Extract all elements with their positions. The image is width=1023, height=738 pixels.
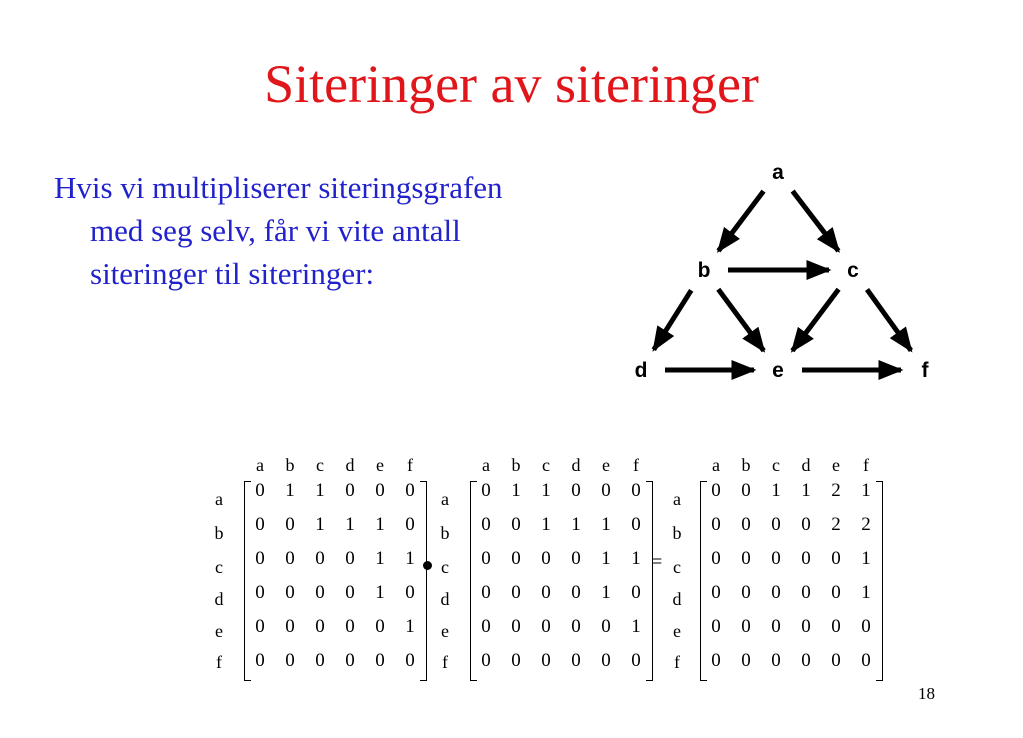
matrix-3-cell: 0 [861, 616, 871, 637]
matrix-2-cell: 0 [571, 616, 581, 637]
matrix-3-cell: 0 [711, 650, 721, 671]
matrix-3-cell: 0 [831, 582, 841, 603]
matrix-1-row-label: c [215, 557, 223, 577]
matrix-3-cell: 0 [801, 582, 811, 603]
matrix-3-col-label: b [741, 455, 751, 475]
matrix-2-cell: 0 [481, 480, 491, 501]
matrix-1-col-label: d [345, 455, 355, 475]
matrix-2-row-label: a [441, 489, 449, 509]
matrix-3-col-label: d [801, 455, 811, 475]
matrix-1-cell: 0 [255, 650, 265, 671]
matrix-2-cell: 0 [511, 582, 521, 603]
matrix-2-row-label: d [440, 589, 450, 609]
matrix-2-cell: 0 [601, 480, 611, 501]
matrix-3-cell: 2 [831, 514, 841, 535]
graph-node-e: e [772, 359, 784, 382]
matrix-1-row-label: e [215, 621, 223, 641]
matrix-3-row-label: f [674, 652, 680, 672]
matrix-1-cell: 0 [345, 650, 355, 671]
body-line-2: med seg selv, får vi vite antall [90, 213, 461, 248]
matrix-3-cell: 0 [831, 548, 841, 569]
matrix-1-cell: 1 [315, 514, 325, 535]
matrix-2-row-label: c [441, 557, 449, 577]
matrix-2-cell: 0 [601, 650, 611, 671]
matrix-3-cell: 0 [861, 650, 871, 671]
matrix-2-cell: 0 [481, 616, 491, 637]
matrix-1-cell: 0 [285, 548, 295, 569]
matrix-2-col-label: b [511, 455, 521, 475]
matrix-2-cell: 0 [511, 616, 521, 637]
matrix-3-cell: 0 [741, 548, 751, 569]
slide-title: Siteringer av siteringer [264, 54, 759, 114]
matrix-3-cell: 0 [711, 548, 721, 569]
matrix-1-cell: 0 [315, 616, 325, 637]
matrix-1-cell: 1 [375, 514, 385, 535]
matrix-3-cell: 2 [831, 480, 841, 501]
matrix-3-row-label: d [672, 589, 682, 609]
page-number: 18 [918, 684, 935, 703]
matrix-1-cell: 0 [255, 480, 265, 501]
matrix-1-cell: 0 [405, 514, 415, 535]
matrix-1-col-label: e [376, 455, 384, 475]
matrix-3-cell: 0 [711, 582, 721, 603]
edge-b-d [654, 290, 691, 349]
citation-graph [600, 150, 960, 400]
matrix-2-cell: 0 [601, 616, 611, 637]
matrix-3-cell: 0 [711, 514, 721, 535]
matrix-3-left-bracket [700, 481, 707, 681]
matrix-3-cell: 0 [771, 650, 781, 671]
matrix-3-cell: 0 [711, 616, 721, 637]
matrix-2-cell: 0 [631, 582, 641, 603]
matrix-1-cell: 1 [405, 548, 415, 569]
matrix-2-cell: 0 [631, 514, 641, 535]
graph-node-d: d [634, 359, 648, 382]
matrix-2-cell: 0 [571, 548, 581, 569]
graph-edges [654, 191, 911, 370]
matrix-1-col-label: f [407, 455, 413, 475]
matrix-2-cell: 0 [541, 548, 551, 569]
matrix-3-cell: 0 [801, 616, 811, 637]
matrix-3-cell: 0 [831, 650, 841, 671]
body-line-3: siteringer til siteringer: [90, 256, 375, 291]
matrix-1-row-label: d [214, 589, 224, 609]
matrix-1-cell: 1 [285, 480, 295, 501]
matrix-1-right-bracket [420, 481, 427, 681]
matrix-3-col-label: f [863, 455, 869, 475]
matrix-1-cell: 0 [285, 616, 295, 637]
matrix-3-cell: 0 [771, 616, 781, 637]
matrix-2-cell: 0 [511, 514, 521, 535]
matrix-1-cell: 1 [315, 480, 325, 501]
edge-b-e [718, 289, 763, 350]
matrix-3-right-bracket [876, 481, 883, 681]
matrix-3-col-label: c [772, 455, 780, 475]
matrix-3-cell: 1 [861, 480, 871, 501]
matrix-3-col-label: e [832, 455, 840, 475]
matrix-3-cell: 0 [711, 480, 721, 501]
matrix-1-left-bracket [244, 481, 251, 681]
matrix-2-cell: 1 [631, 548, 641, 569]
matrix-2-cell: 0 [541, 582, 551, 603]
matrix-1-cell: 0 [255, 582, 265, 603]
matrix-2-right-bracket [646, 481, 653, 681]
matrix-1-cell: 1 [405, 616, 415, 637]
graph-node-c: c [847, 259, 859, 282]
matrix-2-cell: 0 [481, 514, 491, 535]
matrix-2-col-label: a [482, 455, 490, 475]
matrix-2-cell: 0 [481, 548, 491, 569]
matrix-1-cell: 0 [345, 582, 355, 603]
matrix-2-col-label: d [571, 455, 581, 475]
matrix-2-row-label: b [440, 523, 450, 543]
matrix-1-cell: 0 [285, 514, 295, 535]
matrix-3-cell: 1 [861, 582, 871, 603]
matrix-2-cell: 0 [511, 650, 521, 671]
edge-a-c [793, 191, 839, 251]
matrix-2-cell: 0 [631, 480, 641, 501]
matrix-1-cell: 0 [405, 650, 415, 671]
graph-node-a: a [772, 161, 784, 184]
matrix-2-row-label: e [441, 621, 449, 641]
matrix-3-cell: 1 [771, 480, 781, 501]
matrix-1-cell: 0 [405, 582, 415, 603]
matrix-1-cell: 0 [375, 616, 385, 637]
matrix-2-cell: 1 [601, 514, 611, 535]
matrix-3-cell: 0 [831, 616, 841, 637]
matrix-2-cell: 0 [511, 548, 521, 569]
matrix-2-cell: 0 [541, 650, 551, 671]
matrix-1-cell: 1 [375, 548, 385, 569]
matrix-1-cell: 0 [255, 616, 265, 637]
matrix-1-cell: 0 [345, 616, 355, 637]
matrix-3-cell: 1 [861, 548, 871, 569]
edge-a-b [718, 191, 763, 251]
graph-node-b: b [697, 259, 711, 282]
matrix-1-cell: 0 [285, 650, 295, 671]
matrix-1-cell: 0 [315, 650, 325, 671]
matrix-3-cell: 1 [801, 480, 811, 501]
matrix-3-cell: 0 [771, 582, 781, 603]
matrix-2-cell: 1 [541, 480, 551, 501]
matrix-2-col-label: f [633, 455, 639, 475]
matrix-1-cell: 0 [315, 582, 325, 603]
matrix-2-col-label: c [542, 455, 550, 475]
matrix-3-cell: 0 [801, 650, 811, 671]
edge-c-f [867, 289, 911, 350]
matrix-3-cell: 0 [741, 582, 751, 603]
matrix-3-row-label: c [673, 557, 681, 577]
matrix-1-cell: 1 [345, 514, 355, 535]
graph-node-f: f [921, 359, 929, 382]
matrix-1-col-label: b [285, 455, 295, 475]
matrix-1-cell: 0 [345, 480, 355, 501]
matrix-3-cell: 0 [801, 514, 811, 535]
body-line-1: Hvis vi multipliserer siteringsgrafen [54, 170, 503, 205]
matrix-2-left-bracket [470, 481, 477, 681]
matrix-3-cell: 2 [861, 514, 871, 535]
matrix-2-cell: 0 [541, 616, 551, 637]
matrix-1-cell: 0 [375, 650, 385, 671]
matrix-2-cell: 0 [571, 582, 581, 603]
matrix-1-cell: 0 [285, 582, 295, 603]
matrix-2-cell: 1 [631, 616, 641, 637]
matrix-2-cell: 1 [541, 514, 551, 535]
slide-body-text [54, 166, 624, 295]
matrix-3-col-label: a [712, 455, 720, 475]
matrix-3-row-label: a [673, 489, 681, 509]
matrix-1-cell: 0 [345, 548, 355, 569]
matrix-2-cell: 1 [571, 514, 581, 535]
matrix-2-col-label: e [602, 455, 610, 475]
matrix-2-cell: 0 [571, 480, 581, 501]
matrix-2-cell: 0 [481, 650, 491, 671]
matrix-1-col-label: a [256, 455, 264, 475]
matrix-2-cell: 1 [601, 548, 611, 569]
matrix-3-cell: 0 [801, 548, 811, 569]
matrix-1-cell: 0 [255, 548, 265, 569]
matrix-1-cell: 0 [315, 548, 325, 569]
matrix-2-cell: 0 [631, 650, 641, 671]
matrix-3-row-label: b [672, 523, 682, 543]
matrix-3-cell: 0 [741, 514, 751, 535]
matrix-2-cell: 0 [481, 582, 491, 603]
matrix-3-row-label: e [673, 621, 681, 641]
matrix-3-cell: 0 [741, 480, 751, 501]
matrix-1-cell: 0 [405, 480, 415, 501]
matrix-1-cell: 1 [375, 582, 385, 603]
matrix-3-cell: 0 [741, 616, 751, 637]
matrix-1-cell: 0 [255, 514, 265, 535]
matrix-3-cell: 0 [771, 548, 781, 569]
matrix-2-row-label: f [442, 652, 448, 672]
matrix-2-cell: 1 [511, 480, 521, 501]
matrix-2-cell: 0 [571, 650, 581, 671]
matrix-1-cell: 0 [375, 480, 385, 501]
edge-c-e [792, 289, 838, 351]
equals-operator: = [651, 551, 663, 573]
matrix-3-cell: 0 [741, 650, 751, 671]
matrix-1-row-label: b [214, 523, 224, 543]
matrix-1-col-label: c [316, 455, 324, 475]
multiply-operator [423, 561, 432, 570]
matrix-3-cell: 0 [771, 514, 781, 535]
matrix-1-row-label: f [216, 652, 222, 672]
matrix-1-row-label: a [215, 489, 223, 509]
matrix-2-cell: 1 [601, 582, 611, 603]
